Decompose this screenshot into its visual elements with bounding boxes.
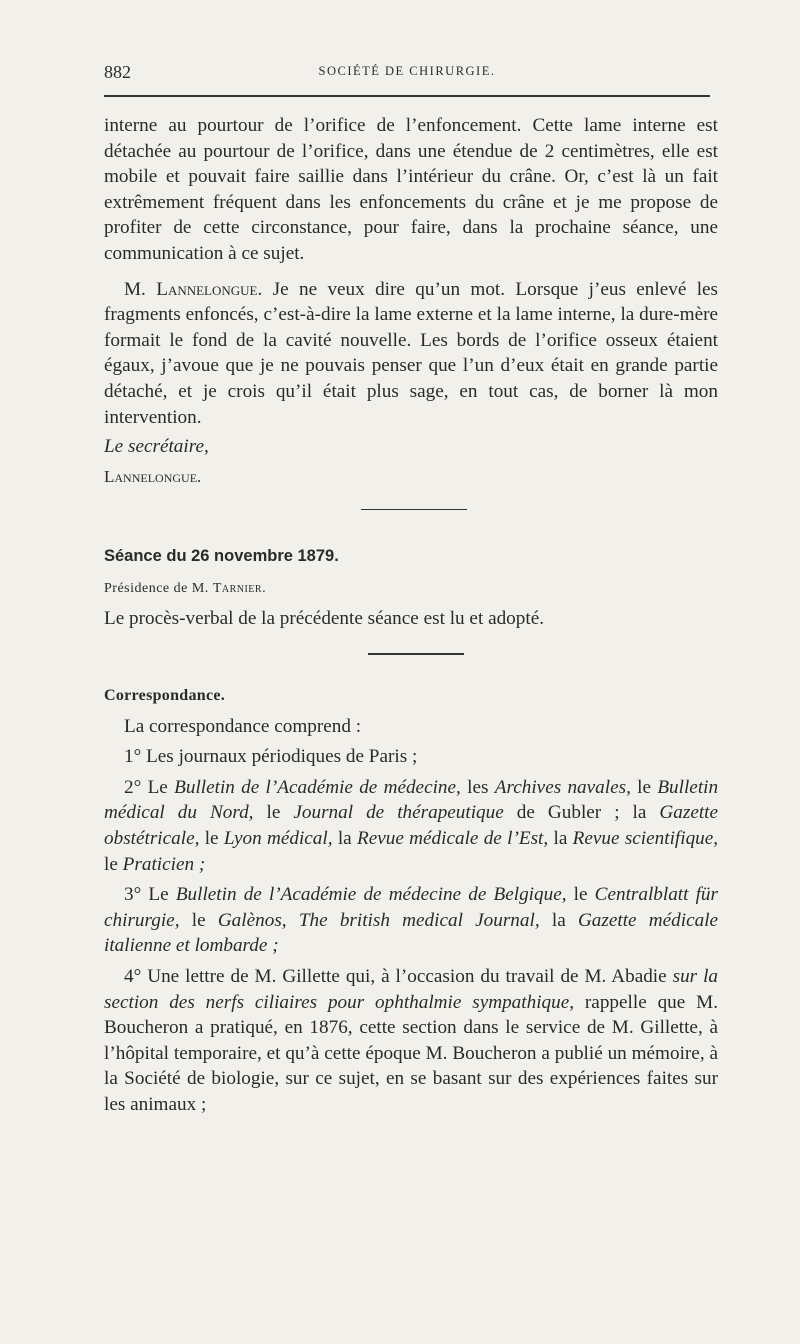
item-text: la: [551, 909, 566, 931]
work-title: sur la section des nerfs ciliaires pour ophthalmie sympathique,: [104, 966, 719, 1013]
item-text: le: [191, 909, 206, 931]
item-text: Le: [148, 884, 169, 906]
presidence-name: Tarnier.: [212, 580, 267, 596]
journal-name: Revue scientifique,: [572, 828, 719, 850]
seance-title: Séance du 26 novembre 1879.: [104, 547, 339, 566]
speaker-text: Je ne veux dire qu’un mot. Lorsque j’eus enlevé les fragments enfoncés, c’est-à-dire la lame externe et la lame interne, la dure-mère formait le fond de la cavité nouvelle. Les bords de l’orifice osseux étaient égaux, j’avoue que je ne pouvais penser que l’un d’eux était en grande partie détaché, et je crois qu’il était plus sage, en tout cas, de borner là mon intervention.: [104, 278, 719, 428]
item-text: la: [337, 828, 352, 850]
journal-name: Gazette médicale italienne et lombarde ;: [104, 909, 719, 957]
correspondance-title: Correspondance.: [104, 687, 226, 705]
item-text: le: [204, 828, 219, 850]
item-text: 4° Une lettre de M. Gillette qui, à l’occasion du travail de M. Abadie: [124, 966, 667, 988]
journal-name: Praticien ;: [122, 853, 206, 875]
speaker-prefix: M.: [124, 278, 146, 300]
page-body: [104, 113, 718, 1118]
running-header: [104, 62, 710, 84]
journal-name: Gazette obstétricale,: [104, 802, 719, 850]
item-text: les: [467, 776, 489, 798]
journal-name: Journal de thérapeutique: [293, 802, 504, 824]
correspondance-intro: La correspondance comprend :: [124, 715, 362, 737]
section-divider-thick: [368, 653, 464, 655]
page-number: 882: [104, 62, 131, 82]
correspondance-item-4: [104, 964, 718, 1118]
journal-name: Lyon médical,: [223, 828, 333, 850]
item-text: de Gubler ; la: [516, 802, 647, 824]
item-number: 2°: [124, 776, 142, 798]
section-divider: [361, 509, 467, 510]
item-text: Le: [147, 776, 168, 798]
item-text: le: [266, 802, 281, 824]
speaker-name: Lannelongue.: [156, 278, 263, 300]
presidence-prefix: Présidence de M.: [104, 580, 209, 596]
signature-name: Lannelongue.: [104, 466, 202, 486]
item-text: le: [637, 776, 652, 798]
proces-verbal: Le procès-verbal de la précédente séance est lu et adopté.: [104, 607, 545, 629]
item-number: 3°: [124, 884, 142, 906]
journal-name: Centralblatt für chirurgie,: [104, 884, 718, 931]
header-rule: [104, 95, 710, 97]
presidence-line: [104, 576, 718, 602]
signature-role: Le secrétaire,: [104, 436, 209, 458]
journal-name: Galènos,: [217, 909, 287, 931]
item-text: rappelle que M. Boucheron a pratiqué, en 1876, cette section dans le service de M. Gillette, à l’hôpital temporaire, et qu’à cette époque M. Boucheron a publié un mémoire, à la Société de biologie, sur ce sujet, en se basant sur des expériences faites sur les animaux ;: [104, 991, 719, 1115]
correspondance-item-1: 1° Les journaux périodiques de Paris ;: [124, 746, 418, 768]
journal-name: Bulletin de l’Académie de médecine,: [174, 776, 461, 798]
journal-name: Bulletin médical du Nord,: [104, 776, 719, 824]
paragraph-lannelongue: [104, 277, 718, 431]
correspondance-item-2: [104, 775, 718, 877]
journal-name: Revue médicale de l’Est,: [357, 828, 549, 850]
item-text: le: [573, 884, 588, 906]
correspondance-item-3: [104, 882, 718, 959]
item-text: le: [104, 853, 118, 875]
item-text: la: [553, 828, 568, 850]
paragraph-continuation: interne au pourtour de l’orifice de l’enfoncement. Cette lame interne est détachée au pourtour de l’orifice, dans une étendue de 2 centimètres, elle est mobile et pouvait faire saillie dans l’intérieur du crâne. Or, c’est là un fait extrêmement fréquent dans les enfoncements du crâne et je me propose de profiter de cette circonstance, pour faire, dans la prochaine séance, une communication à ce sujet.: [104, 115, 718, 264]
journal-name: Bulletin de l’Académie de médecine de Belgique,: [175, 884, 567, 906]
journal-title: SOCIÉTÉ DE CHIRURGIE.: [318, 64, 496, 78]
journal-name: The british medical Journal,: [298, 909, 540, 931]
journal-name: Archives navales,: [494, 776, 631, 798]
